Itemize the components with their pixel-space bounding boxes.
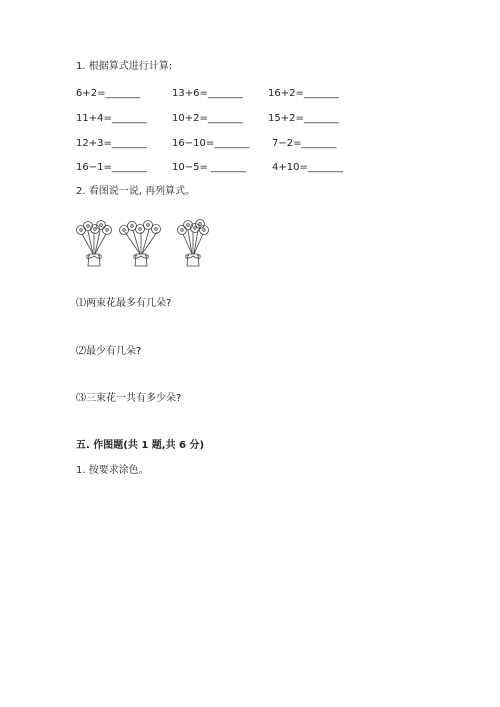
equation: 16+2=_______	[268, 88, 339, 99]
flower-bouquet-image	[119, 218, 163, 270]
equation: 12+3=_______	[76, 138, 147, 149]
equation: 10−5= _______	[172, 162, 247, 173]
section-heading: 五. 作图题(共 1 题,共 6 分)	[76, 440, 205, 451]
equation: 16−1=_______	[76, 162, 147, 173]
question-1-title: 1. 根据算式进行计算:	[76, 61, 173, 72]
equation: 10+2=_______	[172, 113, 243, 124]
sub-question-1: ⑴两束花最多有几朵?	[76, 298, 172, 309]
equation: 11+4=_______	[76, 113, 147, 124]
equation: 13+6=_______	[172, 88, 243, 99]
section-5-question-1: 1. 按要求涂色。	[76, 465, 149, 476]
equation: 15+2=_______	[268, 113, 339, 124]
equation: 4+10=_______	[272, 162, 343, 173]
question-2-title: 2. 看图说一说, 再列算式。	[76, 186, 196, 197]
flower-bouquet-image	[173, 218, 213, 270]
sub-question-2: ⑵最少有几朵?	[76, 346, 142, 357]
equation: 16−10=_______	[172, 138, 250, 149]
sub-question-3: ⑶三束花一共有多少朵?	[76, 393, 182, 404]
flower-bouquet-image	[72, 218, 116, 270]
equation: 6+2=_______	[76, 88, 141, 99]
equation: 7−2=_______	[272, 138, 337, 149]
